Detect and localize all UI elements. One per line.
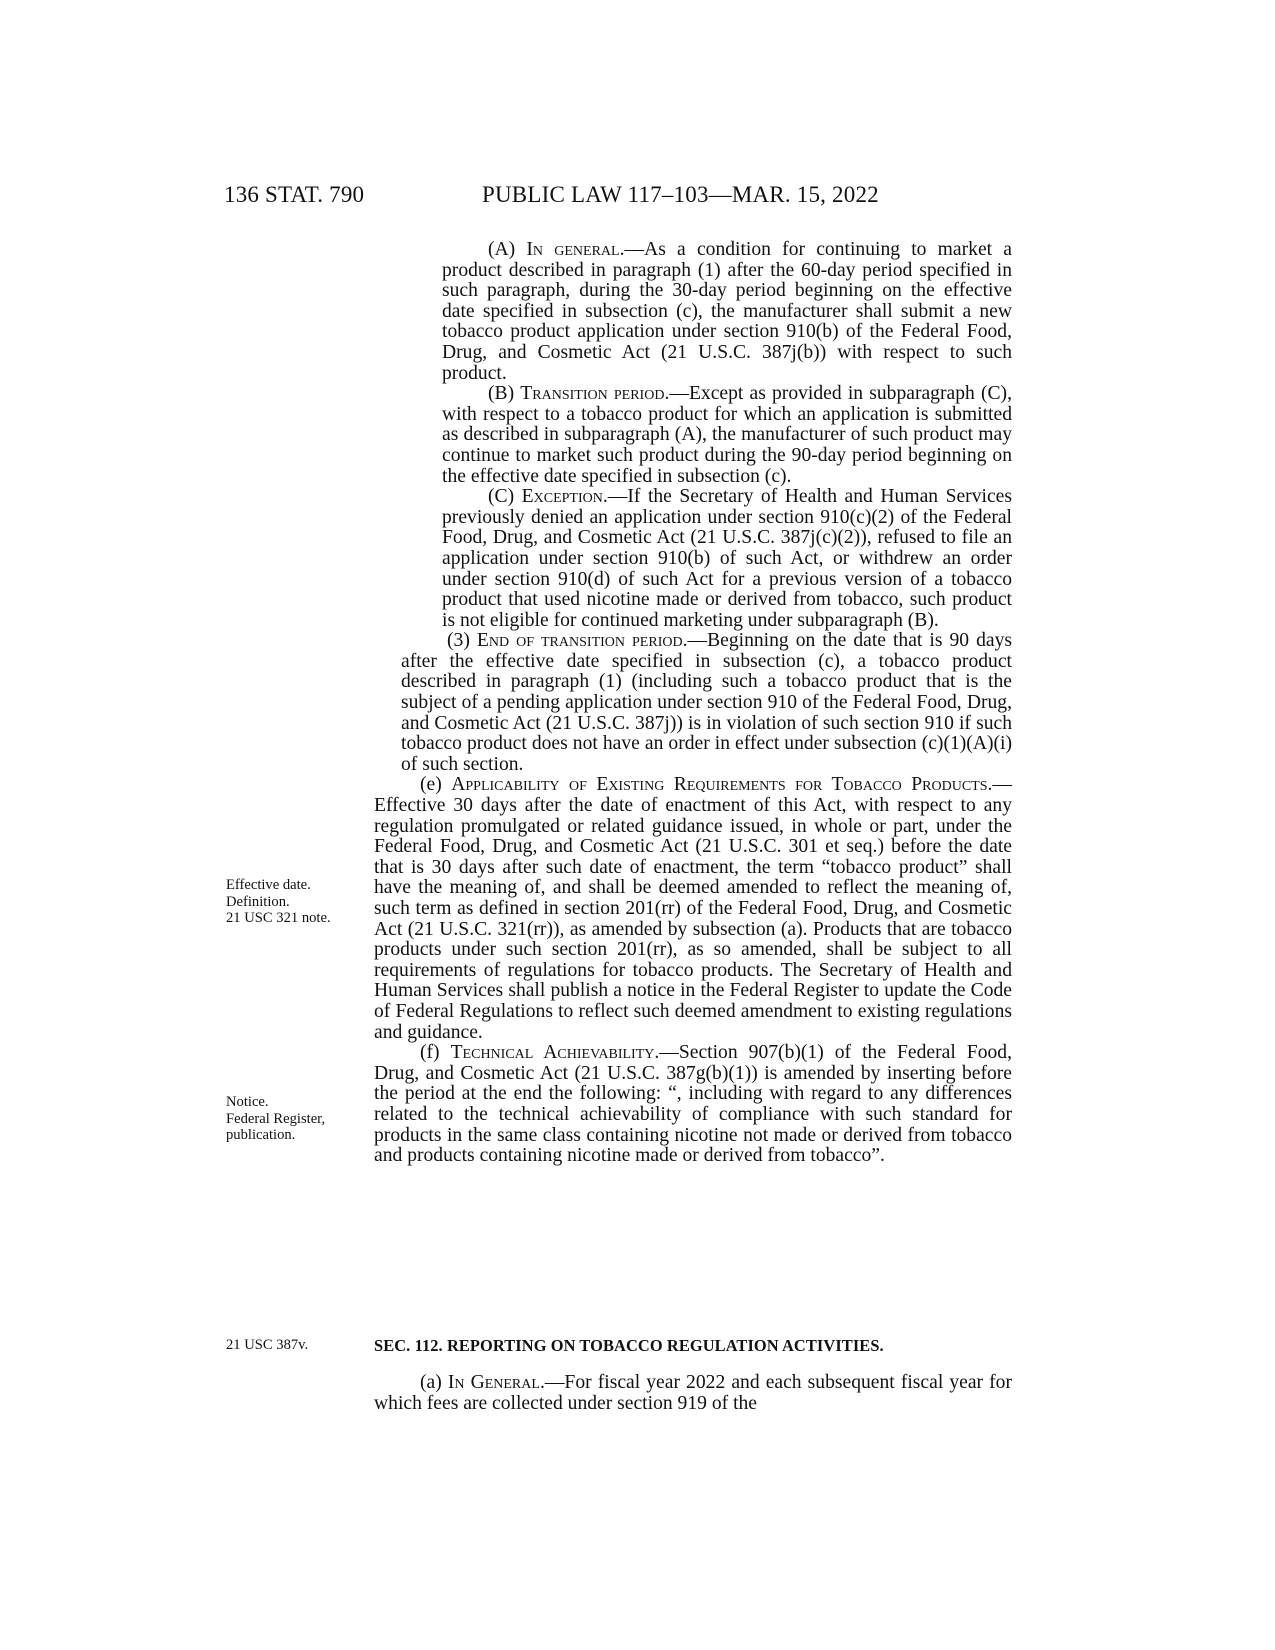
body-column (374, 240, 1012, 1167)
subsection-e-heading: Applicability of Existing Requirements for Tobacco Products (451, 774, 988, 796)
margin-note-line: Federal Register, (226, 1110, 326, 1127)
subparagraph-a-heading: In general (526, 239, 620, 260)
section-a-text: .—For fiscal year 2022 and each subsequent fiscal year for which fees are collected under section 919 of the (374, 1372, 1012, 1414)
paragraph-3 (374, 631, 1012, 775)
subsection-f-heading: Technical Achievability (450, 1042, 655, 1064)
subparagraph-b-text: .—Except as provided in subparagraph (C), with respect to a tobacco product for which an application is submitted as described in subparagraph (A), the manufacturer of such product may continue to market such product during the 90-day period beginning on the effective date specified in subsection (c). (442, 383, 1012, 487)
margin-note-line: Notice. (226, 1094, 269, 1110)
margin-note-line: publication. (226, 1127, 296, 1144)
subparagraph-b-heading: Transition period (520, 383, 665, 405)
subsection-f-label: (f) (420, 1042, 451, 1064)
running-head: PUBLIC LAW 117–103—MAR. 15, 2022 (482, 182, 879, 207)
subparagraph-c (374, 487, 1012, 631)
margin-note-usc (226, 1337, 308, 1354)
subparagraph-c-text: .—If the Secretary of Health and Human Services previously denied an application under section 910(c)(2) of the Federal Food, Drug, and Cosmetic Act (21 U.S.C. 387j(c)(2)), refused to file an application under section 910(b) of such Act, or withdrew an order under section 910(d) of such Act for a previous version of a tobacco product that used nicotine made or derived from tobacco, such product is not eligible for continued marketing under subparagraph (B). (442, 486, 1012, 631)
margin-note-notice (226, 1094, 325, 1144)
section-heading: SEC. 112. REPORTING ON TOBACCO REGULATION ACTIVITIES. (374, 1336, 884, 1355)
subparagraph-a-label: (A) (488, 239, 527, 260)
subparagraph-b (374, 384, 1012, 487)
section-a-heading: In General (447, 1372, 540, 1393)
margin-note-line: 21 USC 321 note. (226, 910, 331, 927)
subparagraph-a-text: .—As a condition for continuing to market a product described in paragraph (1) after the 60-day period specified in such paragraph, during the 30-day period beginning on the effective date specified in subsection (c), the manufacturer shall submit a new tobacco product application under section 910(b) of the Federal Food, Drug, and Cosmetic Act (21 U.S.C. 387j(b)) with respect to such product. (442, 239, 1012, 384)
subparagraph-a (374, 240, 1012, 384)
paragraph-3-heading: End of transition period (476, 630, 683, 652)
page-number: 136 STAT. 790 (224, 182, 365, 207)
subsection-e-text: .—Effective 30 days after the date of enactment of this Act, with respect to any regulation promulgated or related guidance issued, in whole or part, under the Federal Food, Drug, and Cosmetic Act (21 U.S.C. 301 et seq.) before the date that is 30 days after such date of enactment, the term “tobacco product” shall have the meaning of, and shall be deemed amended to reflect the meaning of, such term as defined in section 201(rr) of the Federal Food, Drug, and Cosmetic Act (21 U.S.C. 321(rr)), as amended by subsection (a). Products that are tobacco products under such section 201(rr), as so amended, shall be subject to all requirements of regulations for tobacco products. The Secretary of Health and Human Services shall publish a notice in the Federal Register to update the Code of Federal Regulations to reflect such deemed amendment to existing regulations and guidance. (374, 774, 1012, 1043)
section-a-label: (a) (420, 1372, 448, 1393)
paragraph-3-text: .—Beginning on the date that is 90 days after the effective date specified in subsection (c), a tobacco product described in paragraph (1) (including such a tobacco product that is the subject of a pending application under section 910 of the Federal Food, Drug, and Cosmetic Act (21 U.S.C. 387j)) is in violation of such section 910 if such tobacco product does not have an order in effect under subsection (c)(1)(A)(i) of such section. (401, 630, 1013, 775)
subsection-e (374, 775, 1012, 1043)
subsection-f-text: .—Section 907(b)(1) of the Federal Food, Drug, and Cosmetic Act (21 U.S.C. 387g(b)(1)) is amended by inserting before the period at the end the following: “, including with regard to any differences related to the technical achievability of compliance with such standard for products in the same class containing nicotine not made or derived from tobacco and products containing nicotine made or derived from tobacco”. (374, 1042, 1012, 1167)
margin-note-line: Definition. (226, 893, 290, 910)
section-subsection-a (374, 1373, 1012, 1414)
subparagraph-c-label: (C) (488, 486, 522, 508)
margin-note-line: 21 USC 387v. (226, 1337, 309, 1353)
subparagraph-c-heading: Exception (521, 486, 603, 508)
paragraph-3-label: (3) (447, 630, 477, 652)
subparagraph-b-label: (B) (488, 383, 521, 405)
subsection-f (374, 1043, 1012, 1167)
margin-note-effective-date (226, 877, 331, 927)
subsection-e-label: (e) (420, 774, 452, 796)
section-subsection-a-paragraph (374, 1373, 1012, 1414)
margin-note-line: Effective date. (226, 877, 311, 893)
